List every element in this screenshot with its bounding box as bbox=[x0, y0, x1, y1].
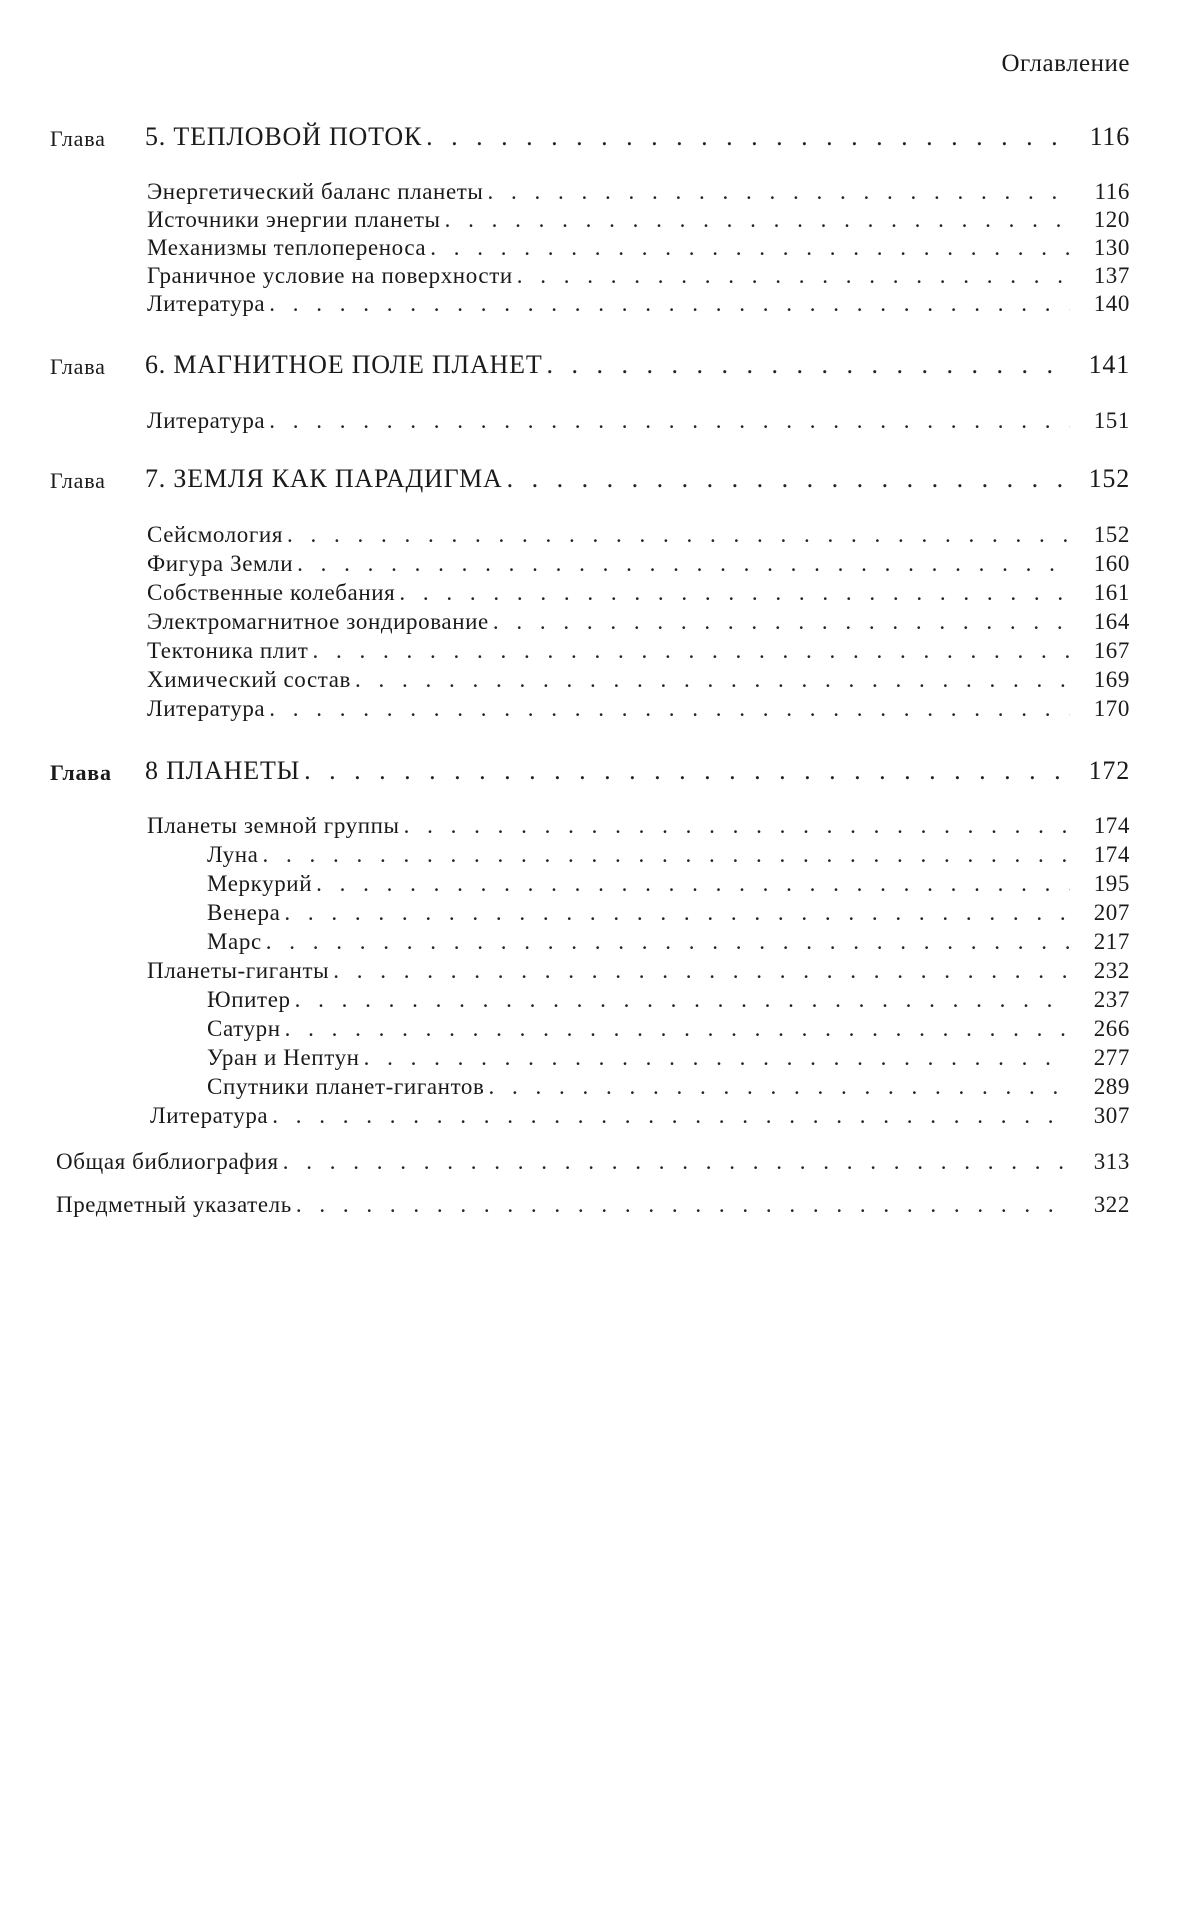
dot-leader bbox=[517, 264, 1070, 287]
dot-leader bbox=[333, 959, 1070, 982]
dot-leader bbox=[487, 180, 1070, 203]
page-number: 195 bbox=[1093, 871, 1130, 896]
dot-leader bbox=[285, 1017, 1070, 1040]
chapter-prefix: Глава bbox=[50, 354, 106, 379]
dot-leader bbox=[488, 1075, 1070, 1098]
chapter-prefix: Глава bbox=[50, 468, 106, 493]
page-number: 277 bbox=[1093, 1045, 1130, 1070]
page-number: 167 bbox=[1093, 638, 1130, 663]
entry-title: Сатурн bbox=[207, 1016, 281, 1041]
entry-title: Общая библиография bbox=[56, 1149, 279, 1174]
toc-subentry[interactable] bbox=[207, 923, 1130, 953]
entry-title: Электромагнитное зондирование bbox=[147, 609, 489, 634]
entry-title: Юпитер bbox=[207, 987, 291, 1012]
dot-leader bbox=[364, 1046, 1070, 1069]
dot-leader bbox=[284, 901, 1070, 924]
page-number: 217 bbox=[1093, 929, 1130, 954]
page-number: 169 bbox=[1093, 667, 1130, 692]
toc-chapter-8[interactable] bbox=[50, 754, 1130, 784]
toc-subject-index[interactable] bbox=[56, 1186, 1130, 1216]
entry-title: Механизмы теплопереноса bbox=[147, 235, 427, 260]
dot-leader bbox=[269, 697, 1070, 720]
toc-entry[interactable] bbox=[147, 285, 1130, 315]
entry-title: Собственные колебания bbox=[147, 580, 396, 605]
entry-title: Литература bbox=[147, 291, 266, 316]
toc-entry[interactable] bbox=[147, 603, 1130, 633]
entry-title: Химический состав bbox=[147, 667, 351, 692]
toc-entry[interactable] bbox=[147, 690, 1130, 720]
entry-title: Марс bbox=[207, 929, 262, 954]
dot-leader bbox=[296, 1193, 1070, 1216]
entry-title: Луна bbox=[207, 842, 259, 867]
page-number: 170 bbox=[1093, 696, 1130, 721]
entry-title: Меркурий bbox=[207, 871, 313, 896]
page-number: 116 bbox=[1089, 122, 1130, 151]
toc-entry[interactable] bbox=[147, 952, 1130, 982]
toc-entry[interactable] bbox=[147, 201, 1130, 231]
page-number: 120 bbox=[1093, 207, 1130, 232]
page-number: 207 bbox=[1093, 900, 1130, 925]
toc-subentry[interactable] bbox=[207, 1039, 1130, 1069]
toc-subentry[interactable] bbox=[207, 894, 1130, 924]
dot-leader bbox=[355, 668, 1070, 691]
chapter-title: 5. ТЕПЛОВОЙ ПОТОК bbox=[145, 122, 423, 151]
toc-entry[interactable] bbox=[147, 807, 1130, 837]
toc-chapter-7[interactable] bbox=[50, 462, 1130, 492]
entry-title: Планеты земной группы bbox=[147, 813, 400, 838]
entry-title: Предметный указатель bbox=[56, 1192, 292, 1217]
entry-title: Источники энергии планеты bbox=[147, 207, 441, 232]
entry-title: Фигура Земли bbox=[147, 551, 294, 576]
page-number: 152 bbox=[1088, 464, 1130, 493]
dot-leader bbox=[312, 639, 1070, 662]
toc-entry[interactable] bbox=[147, 402, 1130, 432]
toc-chapter-5[interactable] bbox=[50, 120, 1130, 150]
toc-entry[interactable] bbox=[147, 632, 1130, 662]
page-number: 161 bbox=[1093, 580, 1130, 605]
toc-subentry[interactable] bbox=[207, 836, 1130, 866]
dot-leader bbox=[283, 1150, 1070, 1173]
chapter-prefix: Глава bbox=[50, 126, 106, 151]
page-number: 141 bbox=[1088, 350, 1130, 379]
entry-title: Планеты-гиганты bbox=[147, 958, 330, 983]
toc-entry[interactable] bbox=[147, 257, 1130, 287]
entry-title: Энергетический баланс планеты bbox=[147, 179, 484, 204]
dot-leader bbox=[295, 988, 1070, 1011]
entry-title: Граничное условие на поверхности bbox=[147, 263, 513, 288]
toc-subentry[interactable] bbox=[207, 865, 1130, 895]
entry-title: Тектоника плит bbox=[147, 638, 309, 663]
dot-leader bbox=[269, 409, 1070, 432]
page-number: 137 bbox=[1093, 263, 1130, 288]
dot-leader bbox=[547, 352, 1071, 378]
dot-leader bbox=[262, 843, 1070, 866]
dot-leader bbox=[399, 581, 1070, 604]
dot-leader bbox=[269, 292, 1070, 315]
toc-subentry[interactable] bbox=[207, 1010, 1130, 1040]
toc-bibliography[interactable] bbox=[56, 1143, 1130, 1173]
toc-chapter-6[interactable] bbox=[50, 348, 1130, 378]
entry-title: Сейсмология bbox=[147, 522, 283, 547]
dot-leader bbox=[426, 124, 1070, 150]
dot-leader bbox=[266, 930, 1070, 953]
entry-title: Литература bbox=[147, 408, 266, 433]
toc-entry[interactable] bbox=[147, 516, 1130, 546]
dot-leader bbox=[430, 236, 1070, 259]
page-number: 151 bbox=[1093, 408, 1130, 433]
page-number: 232 bbox=[1093, 958, 1130, 983]
page-number: 172 bbox=[1088, 756, 1130, 785]
dot-leader bbox=[304, 758, 1070, 784]
entry-title: Литература bbox=[147, 696, 266, 721]
chapter-title: 6. МАГНИТНОЕ ПОЛЕ ПЛАНЕТ bbox=[145, 350, 543, 379]
dot-leader bbox=[404, 814, 1070, 837]
toc-entry[interactable] bbox=[147, 229, 1130, 259]
toc-subentry[interactable] bbox=[207, 981, 1130, 1011]
toc-entry[interactable] bbox=[147, 661, 1130, 691]
running-header: Оглавление bbox=[1001, 50, 1130, 77]
page-number: 322 bbox=[1093, 1192, 1130, 1217]
dot-leader bbox=[493, 610, 1070, 633]
page-number: 307 bbox=[1093, 1103, 1130, 1128]
dot-leader bbox=[272, 1104, 1070, 1127]
dot-leader bbox=[445, 208, 1070, 231]
entry-title: Венера bbox=[207, 900, 281, 925]
dot-leader bbox=[507, 466, 1070, 492]
page-number: 289 bbox=[1093, 1074, 1130, 1099]
chapter-prefix: Глава bbox=[50, 760, 112, 785]
page-number: 140 bbox=[1093, 291, 1130, 316]
toc-entry[interactable] bbox=[147, 574, 1130, 604]
page-number: 164 bbox=[1093, 609, 1130, 634]
page-number: 130 bbox=[1093, 235, 1130, 260]
page-number: 116 bbox=[1094, 179, 1130, 204]
chapter-title: 8 ПЛАНЕТЫ bbox=[145, 756, 301, 785]
entry-title: Уран и Нептун bbox=[207, 1045, 360, 1070]
page-number: 174 bbox=[1093, 813, 1130, 838]
dot-leader bbox=[316, 872, 1070, 895]
toc-entry[interactable] bbox=[147, 173, 1130, 203]
page-number: 313 bbox=[1093, 1149, 1130, 1174]
page-number: 174 bbox=[1093, 842, 1130, 867]
page-number: 237 bbox=[1093, 987, 1130, 1012]
toc-subentry[interactable] bbox=[207, 1068, 1130, 1098]
entry-title: Литература bbox=[150, 1103, 269, 1128]
chapter-title: 7. ЗЕМЛЯ КАК ПАРАДИГМА bbox=[145, 464, 503, 493]
toc-entry[interactable] bbox=[147, 545, 1130, 575]
dot-leader bbox=[297, 552, 1070, 575]
entry-title: Спутники планет-гигантов bbox=[207, 1074, 485, 1099]
page-number: 160 bbox=[1093, 551, 1130, 576]
page-number: 152 bbox=[1093, 522, 1130, 547]
page-number: 266 bbox=[1093, 1016, 1130, 1041]
toc-entry[interactable] bbox=[150, 1097, 1130, 1127]
dot-leader bbox=[287, 523, 1070, 546]
